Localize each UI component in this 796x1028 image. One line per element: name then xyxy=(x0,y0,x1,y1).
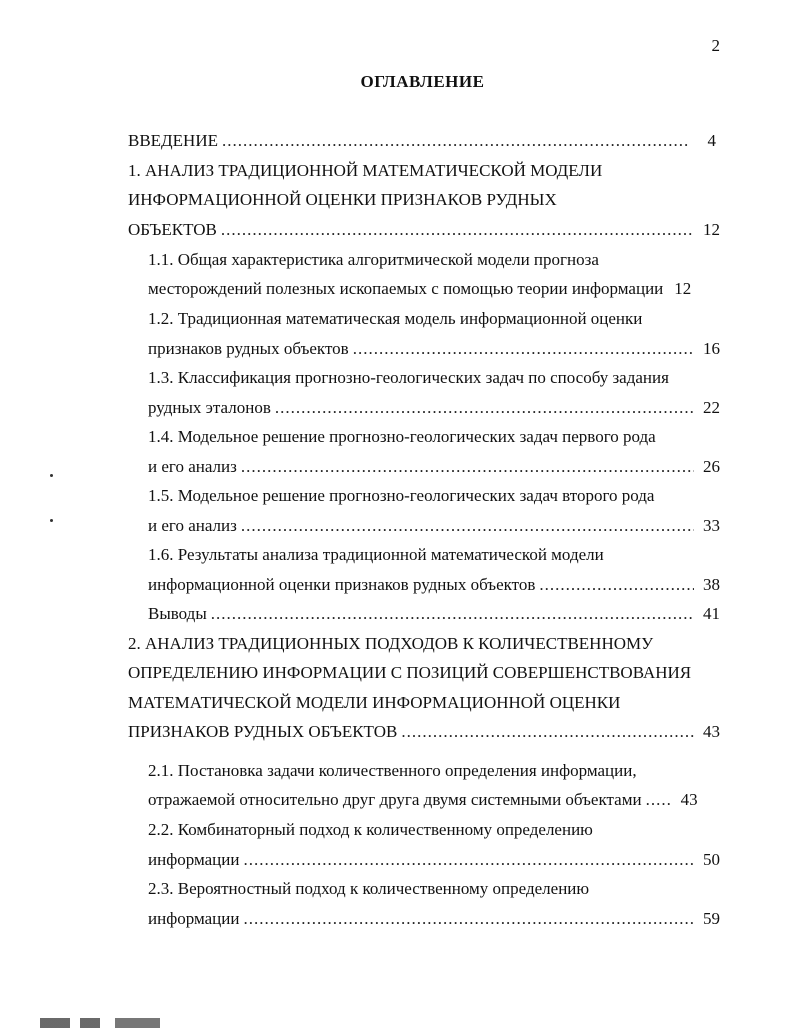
leader-dots xyxy=(243,850,694,870)
scan-speck xyxy=(50,474,53,477)
toc-entry-intro xyxy=(128,131,716,151)
leader-dots xyxy=(353,339,694,359)
toc-entry-text: и его анализ xyxy=(148,516,237,535)
toc-section-2-2-line: 2.2. Комбинаторный подход к количественному определению xyxy=(148,820,593,839)
leader-dots xyxy=(401,722,694,742)
leader-dots xyxy=(275,398,694,418)
toc-entry-text: ОБЪЕКТОВ xyxy=(128,220,217,239)
toc-chapter-2-line: ОПРЕДЕЛЕНИЮ ИНФОРМАЦИИ С ПОЗИЦИЙ СОВЕРШЕНСТВОВАНИЯ xyxy=(128,663,692,682)
toc-chapter-1-line: 1. АНАЛИЗ ТРАДИЦИОННОЙ МАТЕМАТИЧЕСКОЙ МОДЕЛИ xyxy=(128,161,603,180)
toc-page-number: 12 xyxy=(674,279,692,298)
toc-section-1-6-line: 1.6. Результаты анализа традиционной математической модели xyxy=(148,545,604,564)
toc-entry-text: Выводы xyxy=(148,604,207,623)
toc-section-1-6 xyxy=(148,575,720,595)
toc-page-number: 26 xyxy=(703,457,720,476)
toc-entry-text: информации xyxy=(148,850,240,869)
toc-entry-text: информации xyxy=(148,909,240,928)
toc-section-1-4-line: 1.4. Модельное решение прогнозно-геологических задач первого рода xyxy=(148,427,656,446)
toc-section-1-2-line: 1.2. Традиционная математическая модель информационной оценки xyxy=(148,309,643,328)
toc-section-1-3-line: 1.3. Классификация прогнозно-геологических задач по способу задания xyxy=(148,368,669,387)
toc-entry-text: и его анализ xyxy=(148,457,237,476)
leader-dots xyxy=(646,790,672,810)
toc-entry-text: ПРИЗНАКОВ РУДНЫХ ОБЪЕКТОВ xyxy=(128,722,398,741)
toc-section-1-1-line: 1.1. Общая характеристика алгоритмической модели прогноза xyxy=(148,250,599,269)
toc-page-number: 33 xyxy=(703,516,720,535)
toc-section-2-3-line: 2.3. Вероятностный подход к количественному определению xyxy=(148,879,590,898)
toc-entry-text: признаков рудных объектов xyxy=(148,339,349,358)
toc-chapter-2-line: МАТЕМАТИЧЕСКОЙ МОДЕЛИ ИНФОРМАЦИОННОЙ ОЦЕНКИ xyxy=(128,693,621,712)
toc-page-number: 43 xyxy=(703,722,720,741)
toc-section-1-4 xyxy=(148,457,720,477)
toc-chapter-1 xyxy=(128,220,720,240)
toc-page-number: 12 xyxy=(703,220,720,239)
toc-section-1-2 xyxy=(148,339,720,359)
toc-section-2-1-line: 2.1. Постановка задачи количественного определения информации, xyxy=(148,761,637,780)
leader-dots xyxy=(241,457,694,477)
leader-dots xyxy=(221,220,694,240)
toc-entry-text: ВВЕДЕНИЕ xyxy=(128,131,218,150)
toc-page-number: 50 xyxy=(703,850,720,869)
toc-entry-text: информационной оценки признаков рудных объектов xyxy=(148,575,536,594)
leader-dots xyxy=(241,516,694,536)
leader-dots xyxy=(243,909,694,929)
toc-page-number: 38 xyxy=(703,575,720,594)
toc-conclusions xyxy=(148,604,720,624)
toc-chapter-1-line: ИНФОРМАЦИОННОЙ ОЦЕНКИ ПРИЗНАКОВ РУДНЫХ xyxy=(128,190,557,209)
toc-section-2-2 xyxy=(148,850,720,870)
leader-dots xyxy=(211,604,694,624)
toc-entry-text: месторождений полезных ископаемых с помощью теории информации xyxy=(148,279,664,298)
toc-section-2-3 xyxy=(148,909,720,929)
page-title: ОГЛАВЛЕНИЕ xyxy=(360,72,485,91)
page-number: 2 xyxy=(711,36,720,55)
toc-page-number: 4 xyxy=(707,131,716,150)
toc-entry-text: рудных эталонов xyxy=(148,398,271,417)
scan-speck xyxy=(50,519,53,522)
leader-dots xyxy=(222,131,690,151)
toc-page-number: 22 xyxy=(703,398,720,417)
toc-page-number: 43 xyxy=(680,790,698,809)
toc-entry-text: отражаемой относительно друг друга двумя системными объектами xyxy=(148,790,642,809)
scan-smudge xyxy=(40,1018,160,1028)
toc-chapter-2-line: 2. АНАЛИЗ ТРАДИЦИОННЫХ ПОДХОДОВ К КОЛИЧЕСТВЕННОМУ xyxy=(128,634,654,653)
toc-chapter-2 xyxy=(128,722,720,742)
toc-section-2-1 xyxy=(148,790,720,810)
toc-page-number: 59 xyxy=(703,909,720,928)
toc-page-number: 41 xyxy=(703,604,720,623)
toc-page-number: 16 xyxy=(703,339,720,358)
toc-section-1-5-line: 1.5. Модельное решение прогнозно-геологических задач второго рода xyxy=(148,486,655,505)
leader-dots xyxy=(539,575,694,595)
toc-section-1-3 xyxy=(148,398,720,418)
toc-section-1-5 xyxy=(148,516,720,536)
toc-section-1-1 xyxy=(148,279,720,299)
